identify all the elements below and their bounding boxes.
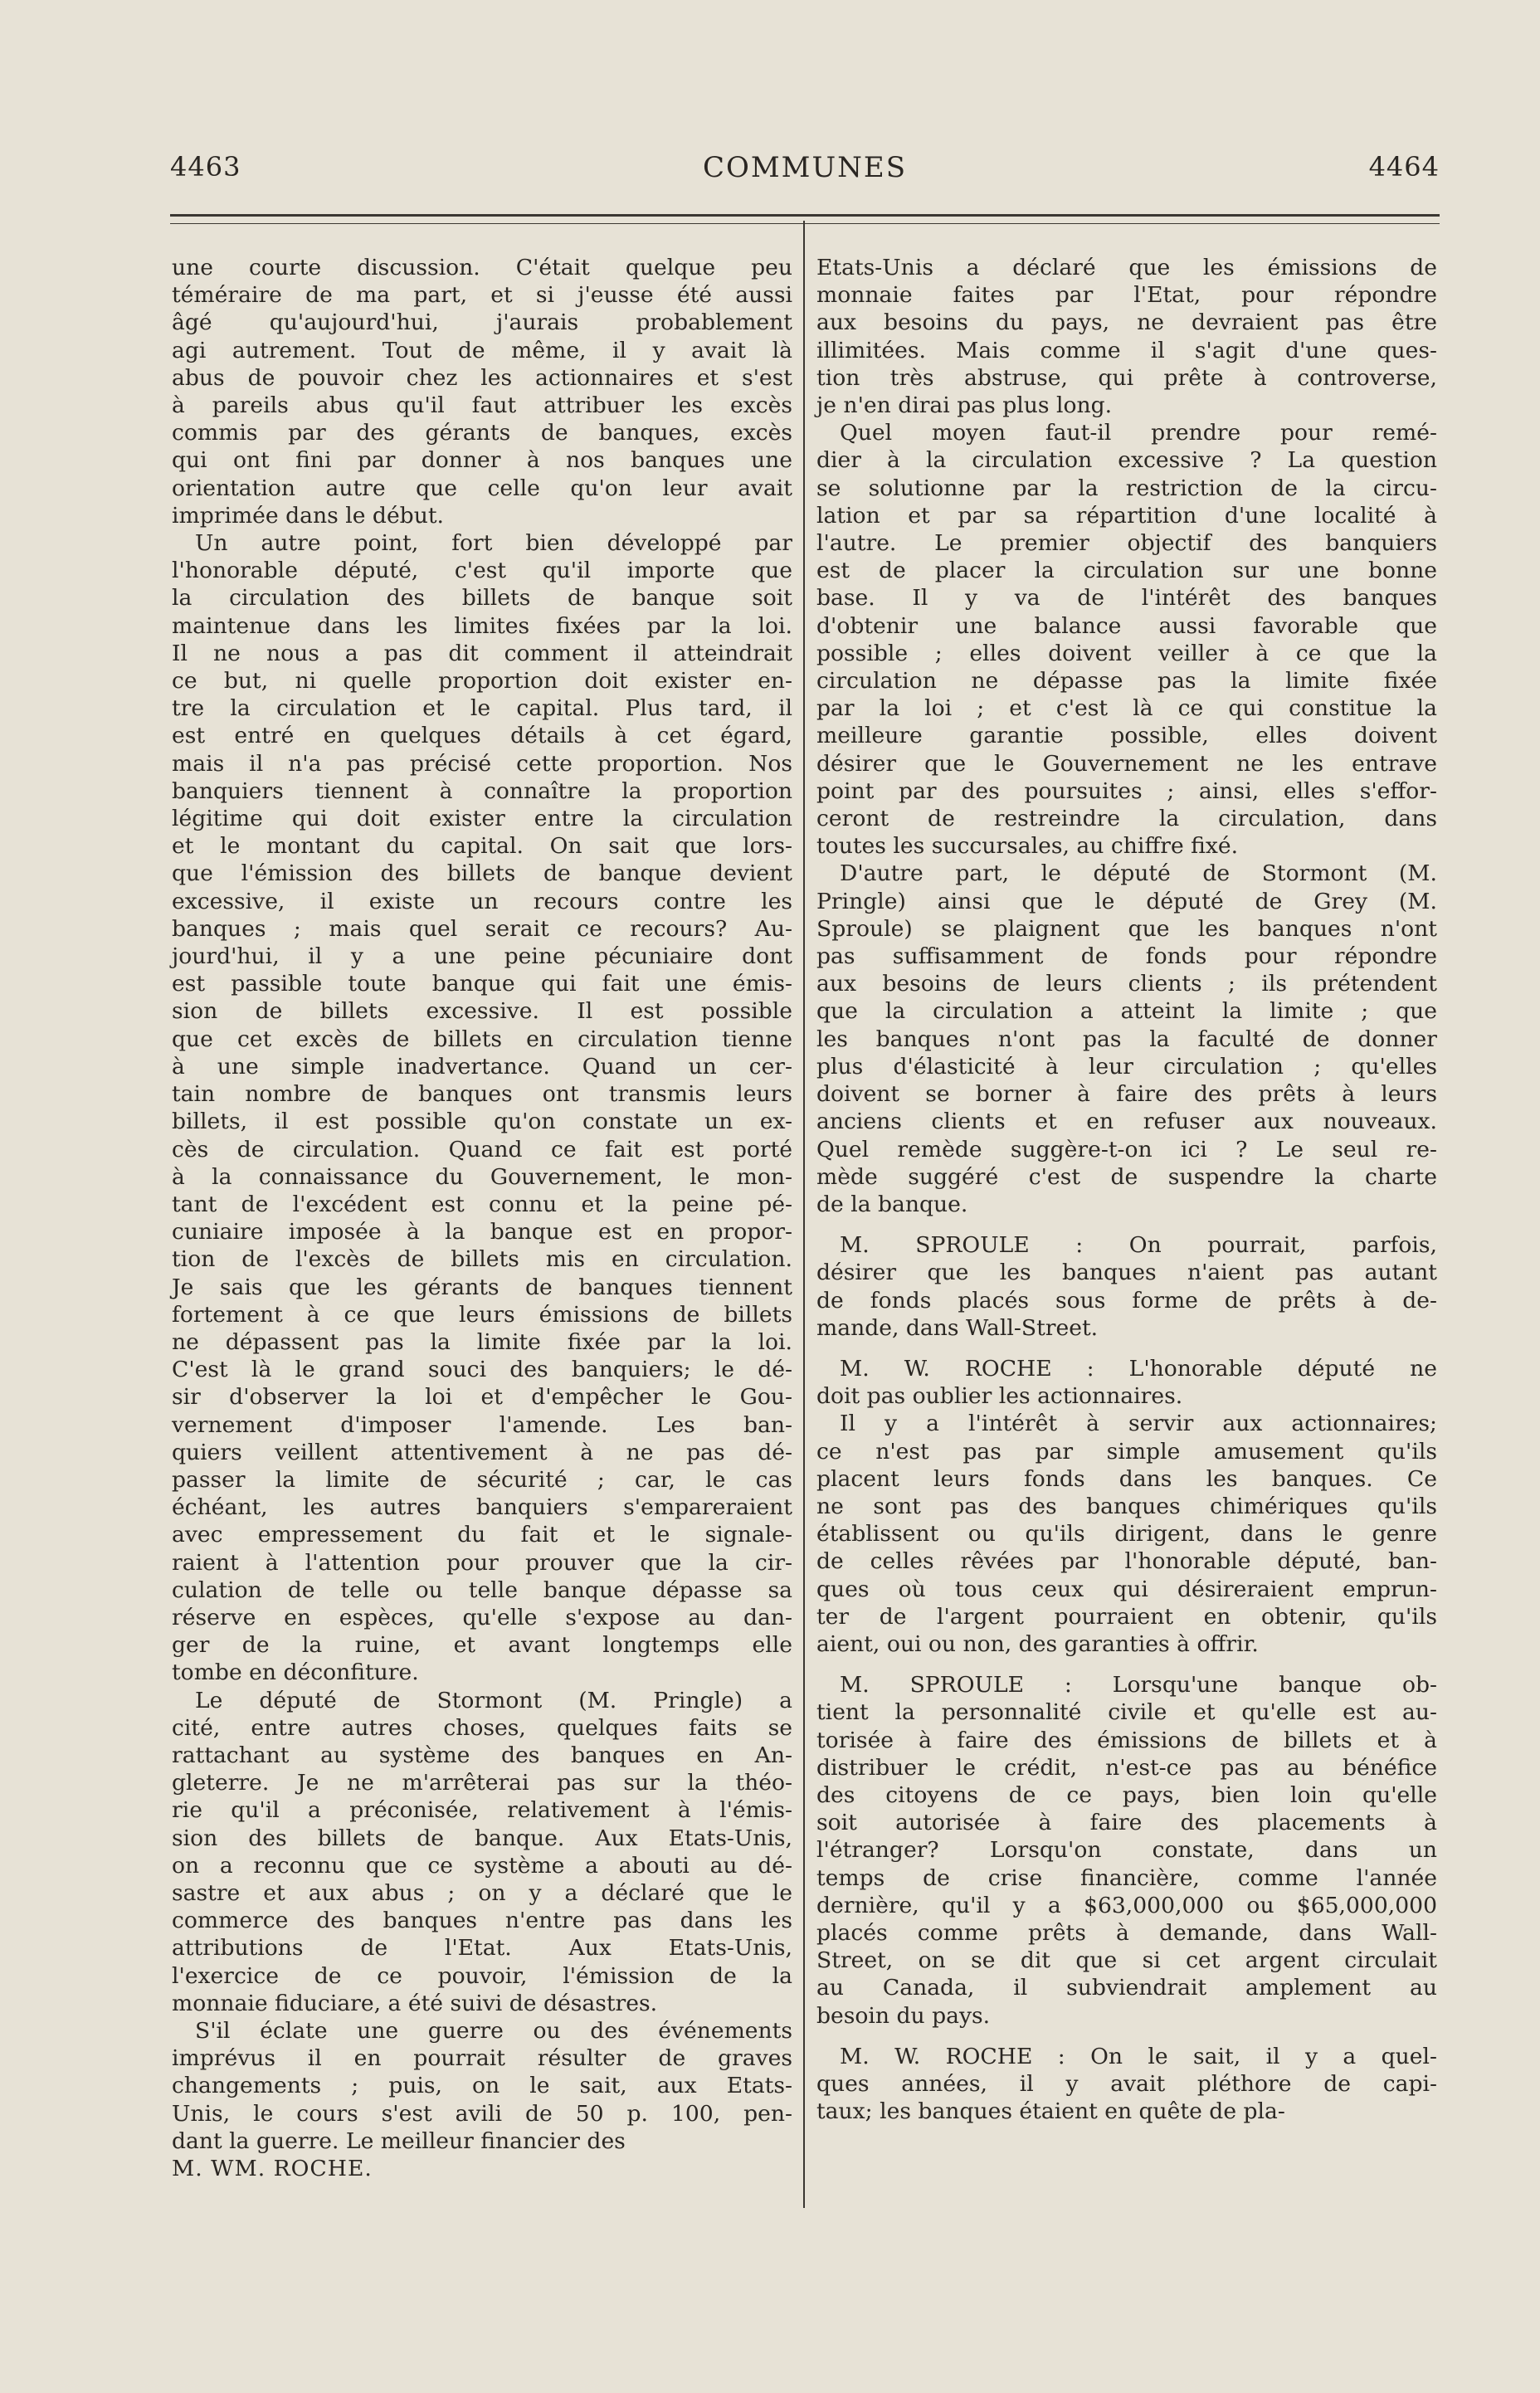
text-line: agi autrement. Tout de même, il y avait là — [172, 337, 792, 363]
text-line: ceront de restreindre la circulation, dans — [816, 806, 1437, 832]
text-line: sastre et aux abus ; on y a déclaré que le — [172, 1879, 792, 1906]
page-title: COMMUNES — [702, 151, 908, 184]
text-line: Quel moyen faut-il prendre pour remé- — [840, 420, 1437, 446]
right-column — [816, 254, 1437, 2125]
paragraph — [172, 529, 792, 1687]
text-line: aux besoins de leurs clients ; ils prétendent — [816, 971, 1437, 997]
text-line: tombe en déconfiture. — [172, 1660, 419, 1686]
paragraph — [172, 1687, 792, 2017]
text-line: on a reconnu que ce système a abouti au dé- — [172, 1852, 792, 1879]
paragraph — [816, 2043, 1437, 2126]
text-line: soit autorisée à faire des placements à — [816, 1810, 1437, 1836]
text-line: abus de pouvoir chez les actionnaires et s'est — [172, 364, 792, 391]
text-line: commis par des gérants de banques, excès — [172, 420, 792, 446]
text-line: vernement d'imposer l'amende. Les ban- — [172, 1411, 792, 1438]
paragraph — [172, 2017, 792, 2155]
text-line: désirer que les banques n'aient pas autant — [816, 1260, 1437, 1286]
text-line: Il y a l'intérêt à servir aux actionnaires; — [840, 1411, 1437, 1437]
text-line: mais il n'a pas précisé cette proportion. Nos — [172, 750, 792, 777]
text-line: D'autre part, le député de Stormont (M. — [840, 860, 1437, 887]
text-line: dant la guerre. Le meilleur financier des — [172, 2127, 626, 2154]
text-line: Quel remède suggère-t-on ici ? Le seul re- — [816, 1136, 1437, 1162]
text-line: Sproule) se plaignent que les banques n'ont — [816, 915, 1437, 942]
text-line: Etats-Unis a déclaré que les émissions de — [816, 255, 1437, 280]
paragraph — [816, 860, 1437, 1218]
text-line: dernière, qu'il y a $63,000,000 ou $65,000,000 — [816, 1892, 1437, 1918]
text-line: de fonds placés sous forme de prêts à de- — [816, 1287, 1437, 1313]
text-line: circulation ne dépasse pas la limite fixée — [816, 668, 1437, 695]
text-line: établissent ou qu'ils dirigent, dans le genre — [816, 1521, 1437, 1547]
text-line: commerce des banques n'entre pas dans les — [172, 1908, 792, 1934]
text-line: désirer que le Gouvernement ne les entrave — [816, 750, 1437, 777]
text-line: illimitées. Mais comme il s'agit d'une ques- — [816, 337, 1437, 363]
text-line: l'exercice de ce pouvoir, l'émission de la — [172, 1962, 792, 1989]
text-line: M. W. ROCHE : On le sait, il y a quel- — [840, 2043, 1437, 2069]
text-line: dier à la circulation excessive ? La question — [816, 447, 1437, 474]
paragraph — [816, 1410, 1437, 1658]
text-line: de la banque. — [816, 1191, 968, 1217]
text-line: base. Il y va de l'intérêt des banques — [816, 585, 1437, 612]
text-line: S'il éclate une guerre ou des événements — [195, 2018, 792, 2044]
text-line: à une simple inadvertance. Quand un cer- — [172, 1053, 792, 1080]
text-line: aux besoins du pays, ne devraient pas être — [816, 309, 1437, 336]
text-line: à pareils abus qu'il faut attribuer les excès — [172, 392, 792, 419]
text-line: billets, il est possible qu'on constate un ex- — [172, 1109, 792, 1135]
text-line: Pringle) ainsi que le député de Grey (M. — [816, 888, 1437, 914]
paragraph — [816, 1671, 1437, 2030]
text-line: jourd'hui, il y a une peine pécuniaire dont — [172, 943, 792, 970]
text-line: téméraire de ma part, et si j'eusse été aussi — [172, 282, 792, 309]
text-line: avec empressement du fait et le signale- — [172, 1522, 792, 1548]
text-line: monnaie fiduciare, a été suivi de désastres. — [172, 1990, 658, 2016]
text-line: gleterre. Je ne m'arrêterai pas sur la théo- — [172, 1770, 792, 1796]
text-line: cès de circulation. Quand ce fait est porté — [172, 1136, 792, 1162]
text-line: tre la circulation et le capital. Plus tard, il — [172, 695, 792, 722]
text-line: M. SPROULE : On pourrait, parfois, — [840, 1232, 1437, 1259]
left-column — [172, 254, 792, 2182]
text-line: Je sais que les gérants de banques tiennent — [172, 1274, 792, 1300]
text-line: ter de l'argent pourraient en obtenir, qu'ils — [816, 1603, 1437, 1630]
text-line: tion de l'excès de billets mis en circulation. — [172, 1246, 792, 1273]
text-line: ce n'est pas par simple amusement qu'ils — [816, 1438, 1437, 1465]
paragraph — [816, 1231, 1437, 1342]
text-line: Street, on se dit que si cet argent circulait — [816, 1947, 1437, 1974]
text-line: ne sont pas des banques chimériques qu'ils — [816, 1493, 1437, 1519]
header-rule — [170, 214, 1440, 224]
text-line: banquiers tiennent à connaître la proportion — [172, 777, 792, 804]
paragraph — [816, 419, 1437, 860]
page-header — [170, 151, 1440, 193]
text-line: est de placer la circulation sur une bonne — [816, 558, 1437, 584]
text-line: se solutionne par la restriction de la circu- — [816, 475, 1437, 501]
text-line: placent leurs fonds dans les banques. Ce — [816, 1465, 1437, 1492]
text-line: l'étranger? Lorsqu'on constate, dans un — [816, 1837, 1437, 1864]
text-line: âgé qu'aujourd'hui, j'aurais probablement — [172, 309, 792, 336]
text-line: ques où tous ceux qui désireraient emprun- — [816, 1576, 1437, 1602]
text-line: et le montant du capital. On sait que lors- — [172, 833, 792, 860]
text-line: par la loi ; et c'est là ce qui constitue la — [816, 695, 1437, 722]
text-line: quiers veillent attentivement à ne pas dé- — [172, 1439, 792, 1465]
text-line: monnaie faites par l'Etat, pour répondre — [816, 282, 1437, 309]
text-line: mande, dans Wall-Street. — [816, 1314, 1099, 1341]
text-line: banques ; mais quel serait ce recours? Au- — [172, 915, 792, 942]
text-line: taux; les banques étaient en quête de pla- — [816, 2098, 1285, 2125]
text-line: Il ne nous a pas dit comment il atteindrait — [172, 640, 792, 666]
text-line: ger de la ruine, et avant longtemps elle — [172, 1632, 792, 1659]
text-line: ce but, ni quelle proportion doit exister en- — [172, 668, 792, 695]
text-line: échéant, les autres banquiers s'empareraient — [172, 1494, 792, 1521]
text-line: une courte discussion. C'était quelque peu — [172, 255, 792, 280]
text-line: Le député de Stormont (M. Pringle) a — [195, 1687, 792, 1713]
text-line: cuniaire imposée à la banque est en propor- — [172, 1219, 792, 1245]
text-line: Unis, le cours s'est avili de 50 p. 100, pen- — [172, 2100, 792, 2127]
text-line: cité, entre autres choses, quelques faits se — [172, 1714, 792, 1741]
text-line: C'est là le grand souci des banquiers; le dé- — [172, 1357, 792, 1383]
text-line: attributions de l'Etat. Aux Etats-Unis, — [172, 1935, 792, 1962]
column-divider — [803, 221, 805, 2208]
text-line: l'autre. Le premier objectif des banquiers — [816, 530, 1437, 557]
text-line: est passible toute banque qui fait une émis- — [172, 971, 792, 997]
text-line: possible ; elles doivent veiller à ce que la — [816, 640, 1437, 666]
speaker-name: M. WM. ROCHE. — [172, 2156, 373, 2182]
text-line: distribuer le crédit, n'est-ce pas au bénéfice — [816, 1754, 1437, 1781]
text-line: que cet excès de billets en circulation tienne — [172, 1026, 792, 1052]
text-line: rie qu'il a préconisée, relativement à l'émis- — [172, 1797, 792, 1824]
text-line: placés comme prêts à demande, dans Wall- — [816, 1919, 1437, 1946]
page-number-right: 4464 — [1368, 151, 1440, 183]
text-line: torisée à faire des émissions de billets et à — [816, 1727, 1437, 1753]
text-line: orientation autre que celle qu'on leur avait — [172, 475, 792, 501]
text-line: excessive, il existe un recours contre les — [172, 888, 792, 914]
text-line: est entré en quelques détails à cet égard, — [172, 723, 792, 749]
text-line: rattachant au système des banques en An- — [172, 1742, 792, 1768]
page-number-left: 4463 — [170, 151, 241, 183]
text-line: au Canada, il subviendrait amplement au — [816, 1975, 1437, 2001]
text-line: passer la limite de sécurité ; car, le cas — [172, 1466, 792, 1493]
text-line: meilleure garantie possible, elles doivent — [816, 723, 1437, 749]
text-line: je n'en dirai pas plus long. — [816, 392, 1113, 419]
text-line: temps de crise financière, comme l'année — [816, 1864, 1437, 1891]
text-line: la circulation des billets de banque soit — [172, 585, 792, 612]
text-line: anciens clients et en refuser aux nouveaux. — [816, 1109, 1437, 1135]
text-line: point par des poursuites ; ainsi, elles s'effor- — [816, 777, 1437, 804]
text-line: à la connaissance du Gouvernement, le mon- — [172, 1163, 792, 1190]
text-line: tain nombre de banques ont transmis leurs — [172, 1081, 792, 1108]
text-line: qui ont fini par donner à nos banques une — [172, 447, 792, 474]
text-line: lation et par sa répartition d'une localité à — [816, 502, 1437, 529]
text-line: besoin du pays. — [816, 2002, 991, 2029]
text-line: de celles rêvées par l'honorable député, ban- — [816, 1548, 1437, 1575]
text-line: que l'émission des billets de banque devient — [172, 860, 792, 887]
text-line: imprévus il en pourrait résulter de graves — [172, 2045, 792, 2072]
text-line: doit pas oublier les actionnaires. — [816, 1383, 1183, 1410]
text-line: sion de billets excessive. Il est possible — [172, 998, 792, 1025]
text-line: ques années, il y avait pléthore de capi- — [816, 2071, 1437, 2097]
text-line: maintenue dans les limites fixées par la loi. — [172, 612, 792, 639]
text-line: M. W. ROCHE : L'honorable député ne — [840, 1355, 1437, 1382]
text-line: Un autre point, fort bien développé par — [195, 530, 792, 557]
text-line: changements ; puis, on le sait, aux Etats- — [172, 2073, 792, 2099]
text-line: sion des billets de banque. Aux Etats-Unis, — [172, 1825, 792, 1851]
text-line: plus d'élasticité à leur circulation ; qu'elles — [816, 1053, 1437, 1080]
text-line: toutes les succursales, au chiffre fixé. — [816, 833, 1239, 860]
text-line: mède suggéré c'est de suspendre la charte — [816, 1163, 1437, 1190]
text-line: d'obtenir une balance aussi favorable que — [816, 612, 1437, 639]
text-line: les banques n'ont pas la faculté de donner — [816, 1026, 1437, 1052]
text-line: légitime qui doit exister entre la circulation — [172, 806, 792, 832]
text-line: l'honorable député, c'est qu'il importe que — [172, 558, 792, 584]
text-line: tient la personnalité civile et qu'elle est au- — [816, 1699, 1437, 1726]
text-line: sir d'observer la loi et d'empêcher le Gou- — [172, 1384, 792, 1411]
text-line: fortement à ce que leurs émissions de billets — [172, 1301, 792, 1328]
text-line: des citoyens de ce pays, bien loin qu'elle — [816, 1781, 1437, 1808]
text-line: pas suffisamment de fonds pour répondre — [816, 943, 1437, 970]
text-line: aient, oui ou non, des garanties à offrir. — [816, 1630, 1259, 1657]
text-line: imprimée dans le début. — [172, 502, 444, 529]
text-line: tion très abstruse, qui prête à controverse, — [816, 364, 1437, 391]
text-line: réserve en espèces, qu'elle s'expose au dan- — [172, 1604, 792, 1630]
text-line: doivent se borner à faire des prêts à leurs — [816, 1081, 1437, 1108]
paragraph — [172, 254, 792, 529]
text-line: ne dépassent pas la limite fixée par la loi. — [172, 1328, 792, 1355]
text-line: que la circulation a atteint la limite ; que — [816, 998, 1437, 1025]
text-line: tant de l'excédent est connu et la peine pé- — [172, 1191, 792, 1217]
paragraph — [816, 1355, 1437, 1410]
text-line: culation de telle ou telle banque dépasse sa — [172, 1577, 792, 1603]
paragraph — [816, 254, 1437, 419]
text-line: M. SPROULE : Lorsqu'une banque ob- — [840, 1672, 1437, 1698]
text-line: raient à l'attention pour prouver que la cir- — [172, 1549, 792, 1576]
